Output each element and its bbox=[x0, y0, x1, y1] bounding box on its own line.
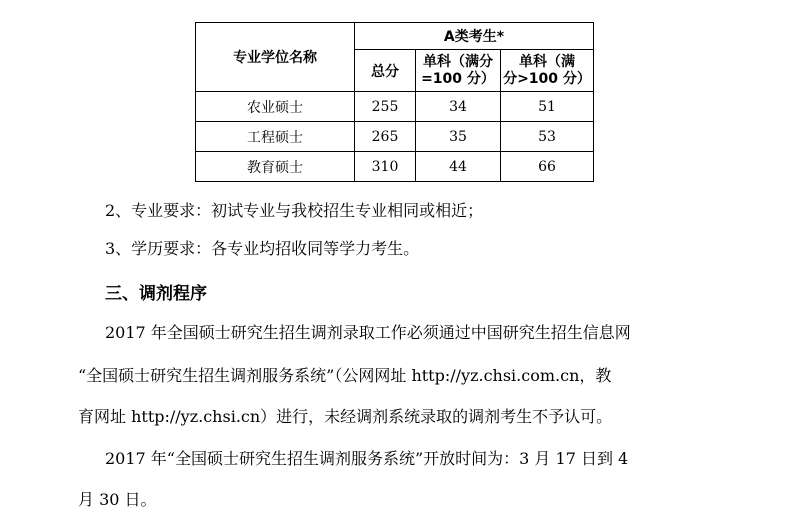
row-total: 310 bbox=[355, 152, 416, 182]
paragraph-line: 2017 年全国硕士研究生招生调剂录取工作必须通过中国研究生招生信息网 bbox=[105, 323, 631, 342]
row-single-le100: 44 bbox=[416, 152, 501, 182]
paragraph-line: 2017 年“全国硕士研究生招生调剂服务系统”开放时间为：3 月 17 日到 4 bbox=[105, 449, 629, 468]
score-table bbox=[195, 22, 594, 182]
paragraph-line: 月 30 日。 bbox=[78, 490, 157, 509]
header-total: 总分 bbox=[355, 50, 416, 92]
row-single-le100: 35 bbox=[416, 122, 501, 152]
header-group-a: A类考生* bbox=[355, 23, 594, 50]
row-single-gt100: 53 bbox=[501, 122, 594, 152]
row-total: 265 bbox=[355, 122, 416, 152]
header-single-le100-line2: =100 分） bbox=[421, 70, 495, 87]
header-single-le100-line1: 单科（满分 bbox=[423, 53, 493, 70]
table-header-row-1 bbox=[196, 23, 594, 50]
header-single-le100 bbox=[416, 50, 501, 92]
table-row bbox=[196, 122, 594, 152]
header-single-gt100-line2: 分>100 分） bbox=[503, 70, 591, 87]
row-total: 255 bbox=[355, 92, 416, 122]
paragraph-line: “全国硕士研究生招生调剂服务系统”（公网网址 http://yz.chsi.com.cn，教 bbox=[78, 366, 612, 385]
table-row bbox=[196, 152, 594, 182]
section-heading: 三、调剂程序 bbox=[105, 284, 207, 304]
requirement-major: 2、专业要求：初试专业与我校招生专业相同或相近； bbox=[105, 201, 484, 220]
header-single-gt100-line1: 单科（满 bbox=[519, 53, 575, 70]
row-single-le100: 34 bbox=[416, 92, 501, 122]
row-degree-name: 工程硕士 bbox=[196, 122, 355, 152]
table-row bbox=[196, 92, 594, 122]
row-single-gt100: 66 bbox=[501, 152, 594, 182]
row-single-gt100: 51 bbox=[501, 92, 594, 122]
header-degree-name: 专业学位名称 bbox=[196, 23, 355, 92]
row-degree-name: 教育硕士 bbox=[196, 152, 355, 182]
requirement-education: 3、学历要求：各专业均招收同等学力考生。 bbox=[105, 239, 420, 258]
header-single-gt100 bbox=[501, 50, 594, 92]
paragraph-line: 育网址 http://yz.chsi.cn）进行，未经调剂系统录取的调剂考生不予认可。 bbox=[78, 407, 613, 426]
row-degree-name: 农业硕士 bbox=[196, 92, 355, 122]
